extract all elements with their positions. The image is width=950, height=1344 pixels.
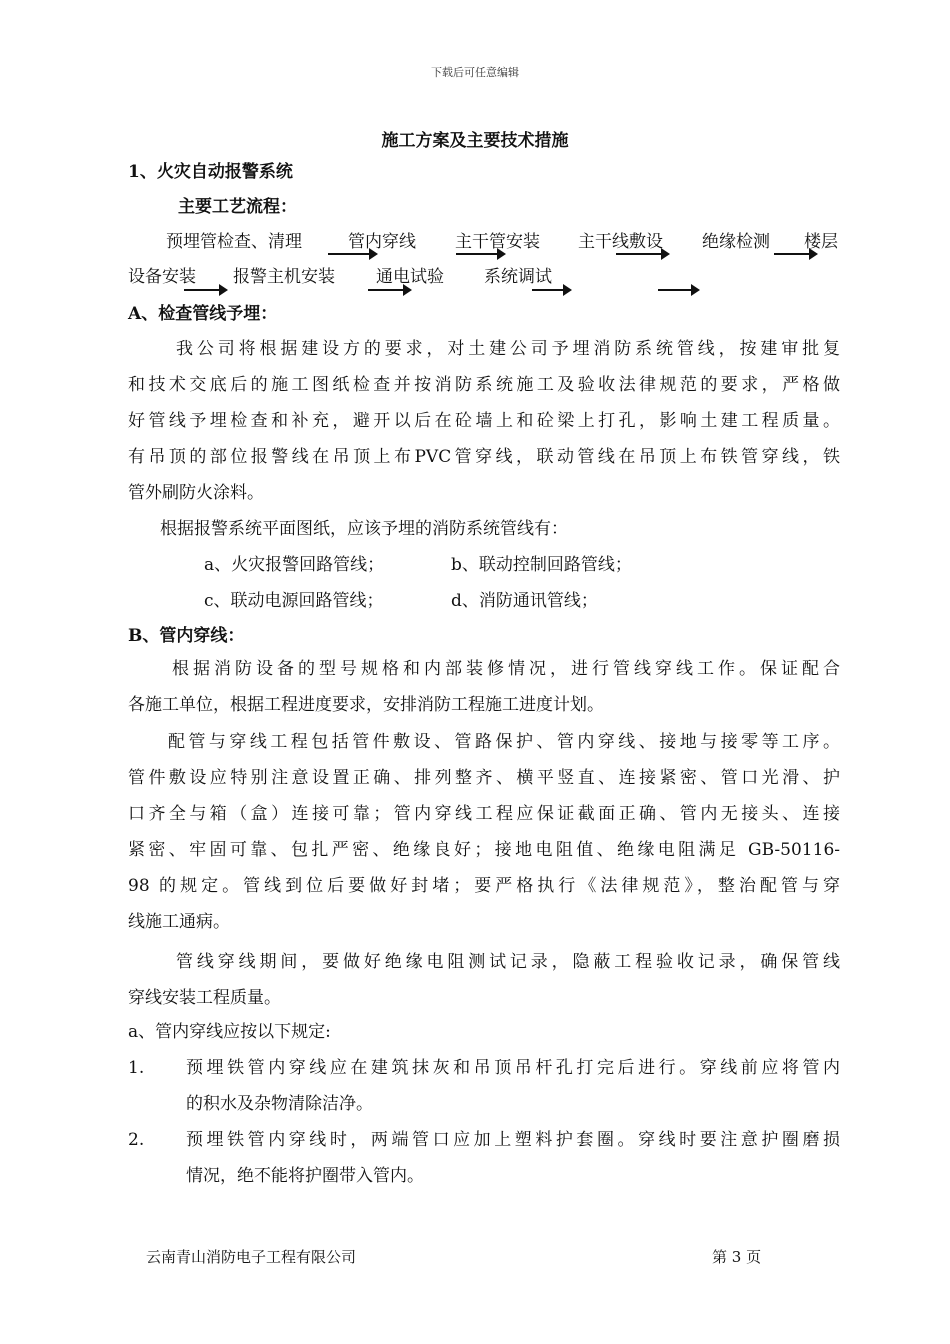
- paragraph-line: 管外刷防火涂料。: [128, 483, 264, 503]
- flow-arrow: [368, 289, 410, 291]
- paragraph-line: 线施工通病。: [128, 912, 230, 932]
- flow-arrow: [184, 289, 226, 291]
- flow-arrow: [532, 289, 570, 291]
- header-note: 下载后可任意编辑: [431, 66, 519, 79]
- list-item: a、火灾报警回路管线；: [204, 555, 385, 575]
- paragraph-line: 管件敷设应特别注意设置正确、排列整齐、横平竖直、连接紧密、管口光滑、护: [128, 768, 840, 788]
- rule-line: 预埋铁管内穿线应在建筑抹灰和吊顶吊杆孔打完后进行。穿线前应将管内: [186, 1058, 840, 1078]
- sectionA-heading: A、检查管线予埋：: [128, 304, 278, 324]
- paragraph-line: 有吊顶的部位报警线在吊顶上布PVC管穿线，联动管线在吊顶上布铁管穿线，铁: [128, 447, 840, 467]
- list-item: d、消防通讯管线；: [451, 591, 598, 611]
- flow-step-6: 楼层: [804, 232, 838, 252]
- flow-arrow: [658, 289, 698, 291]
- list-item: b、联动控制回路管线；: [451, 555, 632, 575]
- rule-line: 的积水及杂物清除洁净。: [186, 1094, 373, 1114]
- flow-subheading: 主要工艺流程：: [178, 197, 297, 217]
- flow-step-3: 主干管安装: [455, 232, 540, 252]
- paragraph-line: 口齐全与箱（盒）连接可靠；管内穿线工程应保证截面正确、管内无接头、连接: [128, 804, 840, 824]
- paragraph-line: 配管与穿线工程包括管件敷设、管路保护、管内穿线、接地与接零等工序。: [168, 732, 840, 752]
- rule-number: 1.: [128, 1058, 145, 1078]
- flow-step-8: 报警主机安装: [233, 267, 335, 287]
- rule-line: 情况，绝不能将护圈带入管内。: [186, 1166, 424, 1186]
- flow-step-4: 主干线敷设: [578, 232, 663, 252]
- paragraph-line: 根据消防设备的型号规格和内部装修情况，进行管线穿线工作。保证配合: [172, 659, 840, 679]
- flow-step-9: 通电试验: [376, 267, 444, 287]
- flow-step-7: 设备安装: [128, 267, 196, 287]
- paragraph-line: 我公司将根据建设方的要求，对土建公司予埋消防系统管线，按建审批复: [176, 339, 840, 359]
- paragraph-line: 紧密、牢固可靠、包扎严密、绝缘良好；接地电阻值、绝缘电阻满足 GB-50116-: [128, 840, 840, 860]
- paragraph-line: 好管线予埋检查和补充，避开以后在砼墙上和砼梁上打孔，影响土建工程质量。: [128, 411, 840, 431]
- footer-company: 云南青山消防电子工程有限公司: [146, 1248, 357, 1266]
- paragraph-line: 各施工单位，根据工程进度要求，安排消防工程施工进度计划。: [128, 695, 604, 715]
- sectionB-heading: B、管内穿线：: [128, 626, 245, 646]
- flow-step-10: 系统调试: [484, 267, 552, 287]
- list-item: c、联动电源回路管线；: [204, 591, 384, 611]
- paragraph-line: 98 的规定。管线到位后要做好封堵；要严格执行《法律规范》，整治配管与穿: [128, 876, 840, 896]
- rule-line: 预埋铁管内穿线时，两端管口应加上塑料护套圈。穿线时要注意护圈磨损: [186, 1130, 840, 1150]
- paragraph-line: 根据报警系统平面图纸，应该予埋的消防系统管线有：: [160, 519, 568, 539]
- rule-number: 2.: [128, 1130, 145, 1150]
- page-title: 施工方案及主要技术措施: [381, 131, 569, 151]
- flow-step-2: 管内穿线: [348, 232, 416, 252]
- section1-heading: 1、火灾自动报警系统: [128, 162, 293, 182]
- rule-heading: a、管内穿线应按以下规定:: [128, 1022, 331, 1042]
- footer-page-number: 第 3 页: [712, 1248, 762, 1266]
- flow-step-1: 预埋管检查、清理: [166, 232, 302, 252]
- paragraph-line: 穿线安装工程质量。: [128, 988, 281, 1008]
- flow-step-5: 绝缘检测: [702, 232, 770, 252]
- paragraph-line: 管线穿线期间，要做好绝缘电阻测试记录，隐蔽工程验收记录，确保管线: [176, 952, 840, 972]
- paragraph-line: 和技术交底后的施工图纸检查并按消防系统施工及验收法律规范的要求，严格做: [128, 375, 840, 395]
